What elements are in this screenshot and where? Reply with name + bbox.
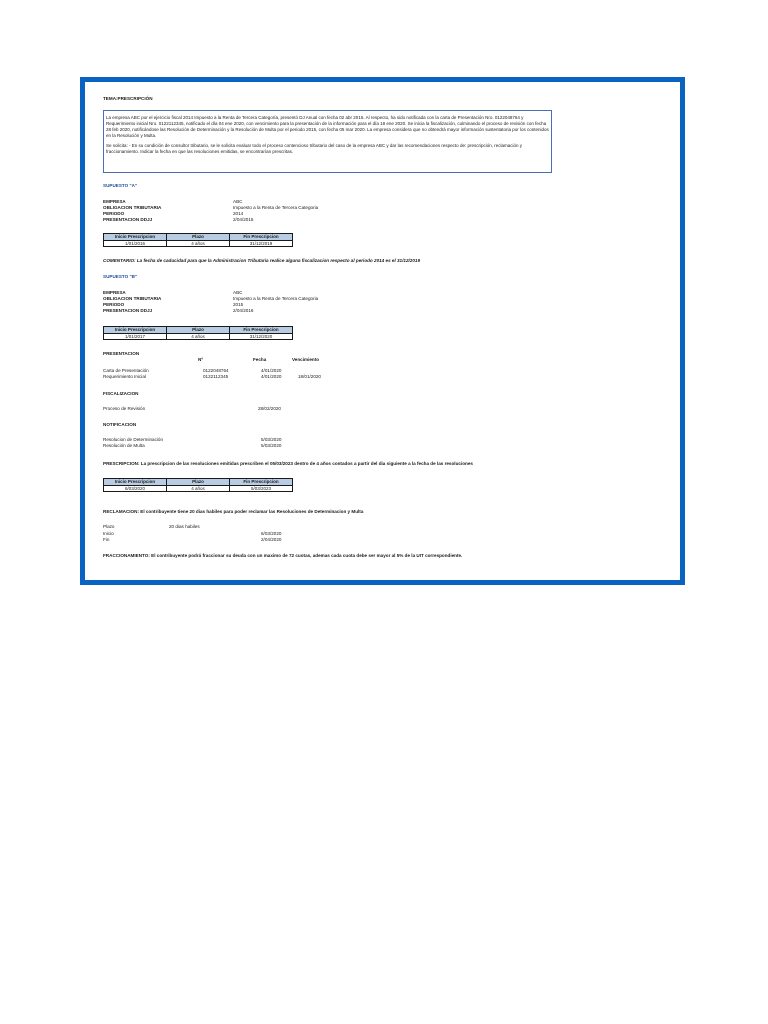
table-cell: 5/03/2023 [230, 485, 293, 492]
field-value: 2/04/2015 [233, 217, 254, 222]
table-cell: 1/01/2016 [104, 240, 167, 247]
field-label: EMPRESA [103, 199, 126, 204]
table-cell: 31/12/2020 [230, 333, 293, 340]
claim-statement: RECLAMACION: El contribuyente tiene 20 dias habiles para poder reclamar las Resoluciones de Determinacion y Multa [103, 509, 364, 514]
prescription-table-b [103, 326, 293, 340]
case-statement-box [103, 110, 552, 173]
table-header: Plazo [167, 234, 230, 241]
presentacion-title: PRESENTACION [103, 351, 140, 356]
field-value: 2015 [233, 302, 244, 307]
document-number: 0122048764 [203, 368, 229, 373]
field-value: 2/04/2016 [233, 308, 254, 313]
resolution-label: Resolución de Multa [103, 443, 145, 448]
document-due-date: 18/01/2020 [298, 374, 321, 379]
installment-statement: FRACCIONAMIENTO: El contribuyente podrá fraccionar su deuda con un maximo de 72 cuotas, ademas cada cuota debe ser mayor al 5% de la UIT correspondiente. [103, 553, 463, 558]
table-header: Inicio Prescripcion [104, 327, 167, 334]
start-label: Inicio [103, 531, 114, 536]
table-cell: 1/01/2017 [104, 333, 167, 340]
table-cell: 4 años [167, 240, 230, 247]
review-process-label: Proceso de Revisión [103, 406, 146, 411]
resolution-label: Resolucion de Determinación [103, 437, 164, 442]
document-frame [80, 77, 685, 585]
field-value: Impuesto a la Renta de Tercera Categoria [233, 296, 319, 301]
table-cell: 6/03/2020 [104, 485, 167, 492]
topic-title: TEMA:PRESCRIPCIÓN [103, 96, 153, 101]
prescription-statement: PRESCRIPCION: La prescripcion de las resoluciones emitidas prescriben el 05/03/2023 dentro de 4 años contados a partir del dia siguiente a la fecha de las resoluciones [103, 461, 473, 466]
field-label: OBLIGACION TRIBUTARIA [103, 205, 162, 210]
end-date: 2/04/2020 [261, 537, 282, 542]
table-header: Fin Prescripcion [230, 479, 293, 486]
term-label: Plazo [103, 524, 115, 529]
field-label: PRESENTACION DDJJ [103, 308, 153, 313]
document-label: Requerimiento Inicial [103, 374, 146, 379]
prescription-table-resolutions [103, 478, 293, 492]
supuesto-a-title: SUPUESTO "A" [103, 183, 138, 188]
document-date: 4/01/2020 [261, 368, 282, 373]
field-label: PRESENTACION DDJJ [103, 217, 153, 222]
field-label: OBLIGACION TRIBUTARIA [103, 296, 162, 301]
column-header-due: Vencimiento [292, 357, 320, 362]
document-date: 4/01/2020 [261, 374, 282, 379]
table-header: Fin Prescripcion [230, 234, 293, 241]
table-header: Fin Prescripcion [230, 327, 293, 334]
supuesto-b-title: SUPUESTO "B" [103, 274, 138, 279]
notificacion-title: NOTIFICACION [103, 422, 137, 427]
field-label: PERIODO [103, 302, 125, 307]
fiscalizacion-title: FISCALIZACION [103, 391, 139, 396]
term-value: 20 dias habiles [169, 524, 200, 529]
field-value: 2014 [233, 211, 244, 216]
table-header: Plazo [167, 327, 230, 334]
field-value: ABC [233, 290, 243, 295]
comment-a: COMENTARIO: La fecha de caducidad para que la Administracion Tributaria realice alguna fiscalizacion respecto al periodo 2014 es el 31/12/2019 [103, 258, 420, 263]
table-cell: 4 años [167, 333, 230, 340]
request-statement: Se solicita: - En su condición de consultor tributario, se le solicita evaluar todo el proceso contencioso tributario del caso de la empresa ABC y dar las recomendaciones respecto de: prescripción, reclamación y fraccionamiento. Indicar la fecha en que las resoluciones emitidas, se encontrarían prescritas. [106, 143, 522, 155]
resolution-date: 5/03/2020 [261, 443, 282, 448]
column-header-number: Nº [198, 357, 203, 362]
field-value: ABC [233, 199, 243, 204]
table-header: Inicio Prescripcion [104, 234, 167, 241]
table-header: Plazo [167, 479, 230, 486]
document-number: 0122112345 [203, 374, 229, 379]
document-label: Carta de Presentación [103, 368, 149, 373]
case-statement: La empresa ABC por el ejercicio fiscal 2014 Impuesto a la Renta de Tercera Categoría, presentó DJ Anual con fecha 02 abr 2015. Al respecto, ha sido notificada con la carta de Presentación Nro. 0122048764 y Requerimiento inicial Nro. 0122112345, notificado el día 04 ene 2020, con vencimiento para la presentación de la información para el día 18 ene 2020. Se inicia la fiscalización, culminando el proceso de revisión con fecha 28 feb 2020, notificándose las Resolución de Determinación y la Resolución de Multa por el periodo 2015, con fecha 05 mar 2020. La empresa considera que no obtendrá mayor información sustentatoria por los contenidos en la Resolución y Multa. [106, 115, 549, 139]
column-header-date: Fecha [253, 357, 267, 362]
resolution-date: 5/03/2020 [261, 437, 282, 442]
field-label: EMPRESA [103, 290, 126, 295]
field-label: PERIODO [103, 211, 125, 216]
table-cell: 31/12/2019 [230, 240, 293, 247]
review-process-date: 28/02/2020 [258, 406, 281, 411]
field-value: Impuesto a la Renta de Tercera Categoria [233, 205, 319, 210]
table-header: Inicio Prescripcion [104, 479, 167, 486]
prescription-table-a [103, 233, 293, 247]
table-cell: 4 años [167, 485, 230, 492]
end-label: Fin [103, 537, 110, 542]
start-date: 6/03/2020 [261, 531, 282, 536]
